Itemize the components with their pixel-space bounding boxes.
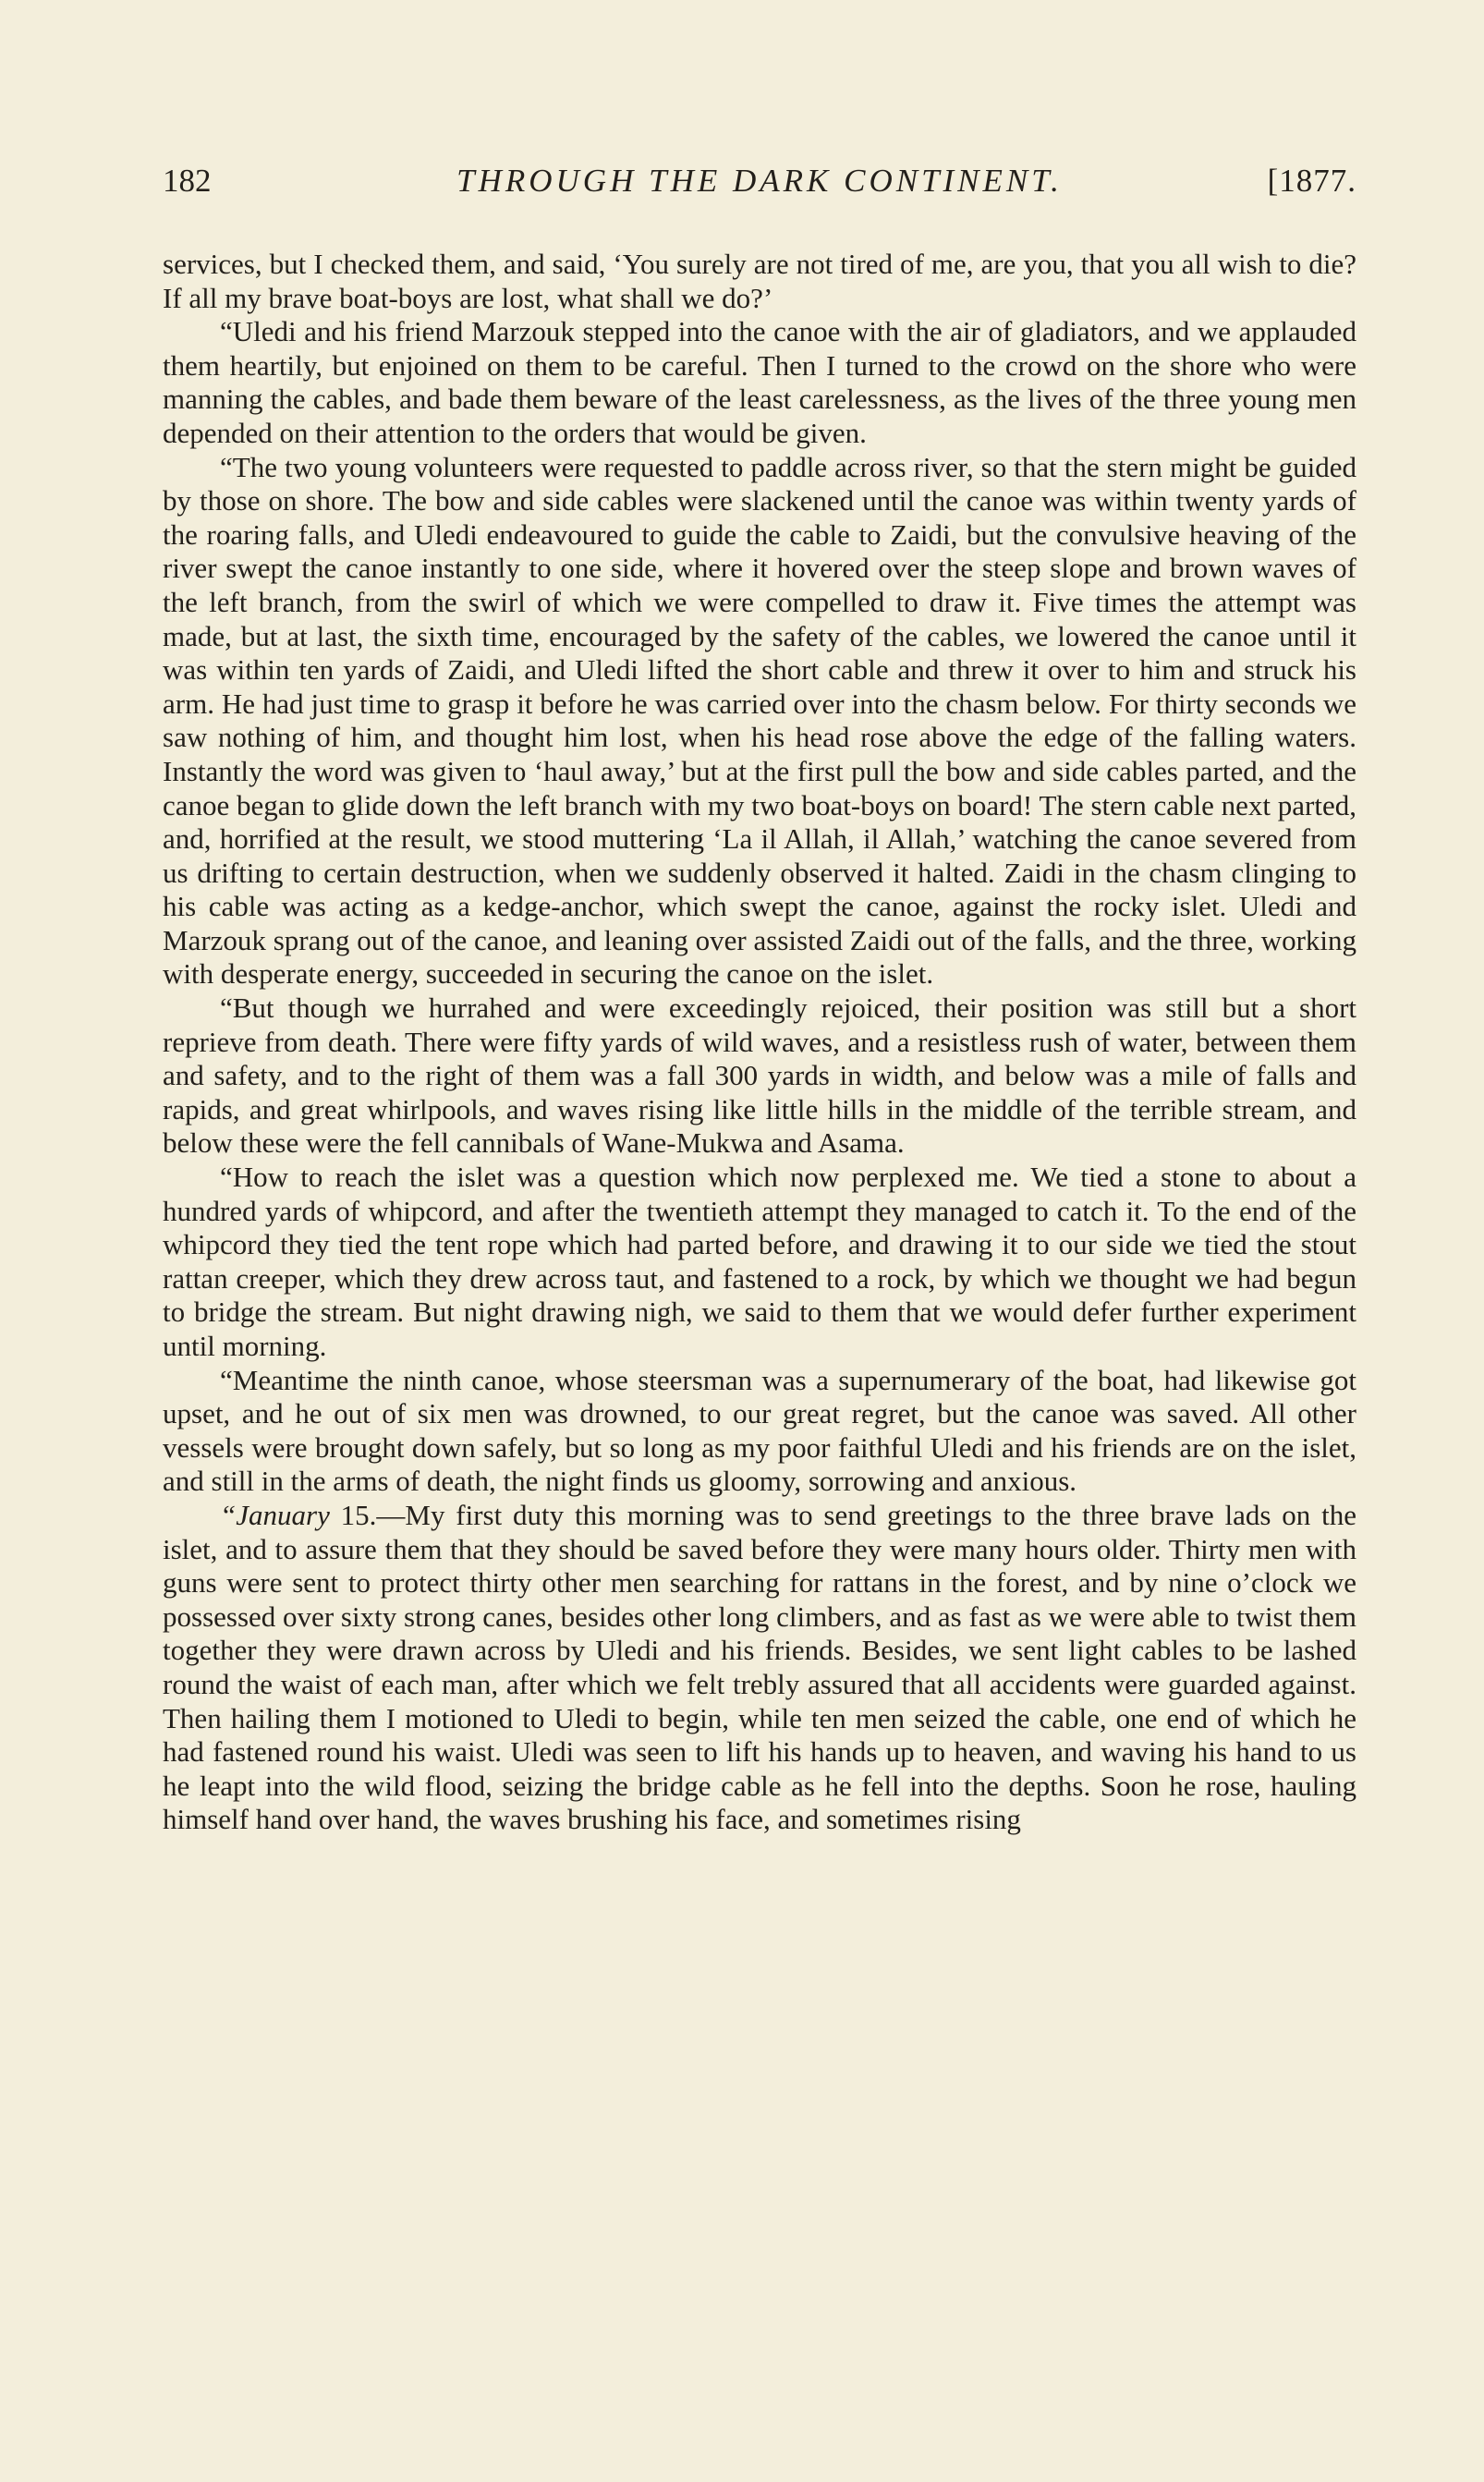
body-text bbox=[163, 248, 1356, 1837]
page-number: 182 bbox=[163, 163, 212, 199]
paragraph-6: “Meantime the ninth canoe, whose steersman was a supernumerary of the boat, had likewise got upset, and he out of six men was drowned, to our great regret, but the canoe was saved. All other vessels were brought down safely, but so long as my poor faithful Uledi and his friends are on the islet, and still in the arms of death, the night finds us gloomy, sorrowing and anxious. bbox=[163, 1363, 1356, 1498]
running-title: THROUGH THE DARK CONTINENT. bbox=[456, 163, 1063, 199]
paragraph-7: “January 15.—My first duty this morning was to send greetings to the three brave lads on the islet, and to assure them that they should be saved before they were many hours older. Thirty men with guns were sent to protect thirty other men searching for rattans in the forest, and by nine o’clock we possessed over sixty strong canes, besides other long climbers, and as fast as we were able to twist them together they were drawn across by Uledi and his friends. Besides, we sent light cables to be lashed round the waist of each man, after which we felt trebly assured that all accidents were guarded against. Then hailing them I motioned to Uledi to begin, while ten men seized the cable, one end of which he had fastened round his waist. Uledi was seen to lift his hands up to heaven, and waving his hand to us he leapt into the wild flood, seizing the bridge cable as he fell into the depths. Soon he rose, hauling himself hand over hand, the waves brushing his face, and sometimes rising bbox=[163, 1498, 1356, 1836]
date-lead: “January bbox=[220, 1498, 330, 1531]
paragraph-4: “But though we hurrahed and were exceedingly rejoiced, their position was still but a short reprieve from death. There were fifty yards of wild waves, and a resistless rush of water, between them and safety, and to the right of them was a fall 300 yards in width, and below was a mile of falls and rapids, and great whirlpools, and waves rising like little hills in the middle of the terrible stream, and below these were the fell cannibals of Wane-Mukwa and Asama. bbox=[163, 992, 1356, 1160]
running-year: [1877. bbox=[1267, 163, 1356, 199]
running-head bbox=[163, 163, 1356, 209]
paragraph-5: “How to reach the islet was a question which now perplexed me. We tied a stone to about a hundred yards of whipcord, and after the twentieth attempt they managed to catch it. To the end of the whipcord they tied the tent rope which had parted before, and drawing it to our side we tied the stout rattan creeper, which they drew across taut, and fastened to a rock, by which we thought we had begun to bridge the stream. But night drawing nigh, we said to them that we would defer further experiment until morning. bbox=[163, 1161, 1356, 1362]
paragraph-3: “The two young volunteers were requested to paddle across river, so that the stern might be guided by those on shore. The bow and side cables were slackened until the canoe was within twenty yards of the roaring falls, and Uledi endeavoured to guide the cable to Zaidi, but the convulsive heaving of the river swept the canoe instantly to one side, where it hovered over the steep slope and brown waves of the left branch, from the swirl of which we were compelled to draw it. Five times the attempt was made, but at last, the sixth time, encouraged by the safety of the cables, we lowered the canoe until it was within ten yards of Zaidi, and Uledi lifted the short cable and threw it over to him and struck his arm. He had just time to grasp it before he was carried over into the chasm below. For thirty seconds we saw nothing of him, and thought him lost, when his head rose above the edge of the falling waters. Instantly the word was given to ‘haul away,’ but at the first pull the bow and side cables parted, and the canoe began to glide down the left branch with my two boat-boys on board! The stern cable next parted, and, horrified at the result, we stood muttering ‘La il Allah, il Allah,’ watching the canoe severed from us drifting to certain destruction, when we suddenly observed it halted. Zaidi in the chasm clinging to his cable was acting as a kedge-anchor, which swept the canoe, against the rocky islet. Uledi and Marzouk sprang out of the canoe, and leaning over assisted Zaidi out of the falls, and the three, working with desperate energy, succeeded in securing the canoe on the islet. bbox=[163, 450, 1356, 991]
paragraph-1: services, but I checked them, and said, ‘You surely are not tired of me, are you, that you all wish to die? If all my brave boat-boys are lost, what shall we do?’ bbox=[163, 248, 1356, 314]
paragraph-2: “Uledi and his friend Marzouk stepped into the canoe with the air of gladiators, and we applauded them heartily, but enjoined on them to be careful. Then I turned to the crowd on the shore who were manning the cables, and bade them beware of the least carelessness, as the lives of the three young men depended on their attention to the orders that would be given. bbox=[163, 315, 1356, 449]
